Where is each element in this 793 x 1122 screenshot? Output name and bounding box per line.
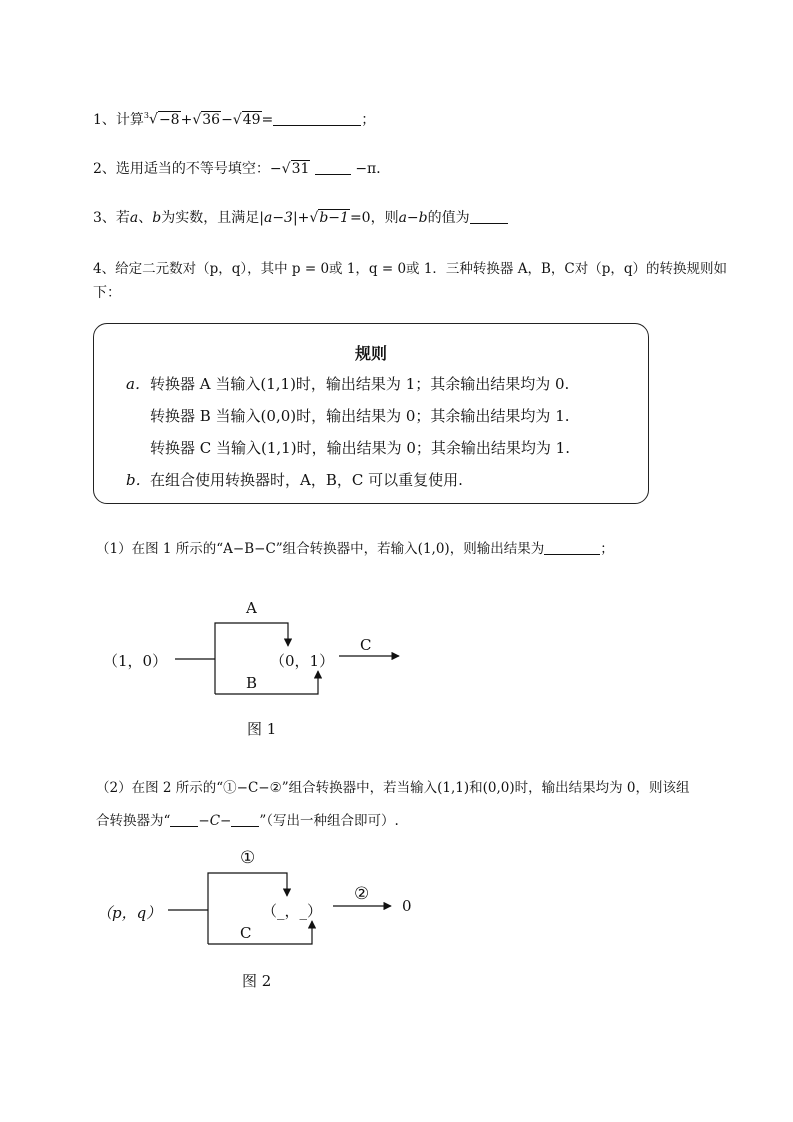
fig2-label-2: ② (354, 884, 370, 904)
part-1: （1）在图 1 所示的“A−B−C”组合转换器中，若输入(1,0)，则输出结果为 ； (96, 541, 614, 557)
fig1-branch-b (215, 671, 318, 694)
sqrt-36: √36 (192, 112, 221, 128)
rule-line-c: 转换器 C 当输入(1,1)时，输出结果为 0；其余输出结果均为 1. (150, 439, 570, 457)
rule-line-d: 在组合使用转换器时，A，B，C 可以重复使用. (150, 471, 463, 489)
fig2-branch-c (208, 921, 312, 944)
fig2-output: 0 (402, 897, 412, 915)
sqrt-b-minus-1: √b−1 (309, 210, 349, 226)
rule-line-b: 转换器 B 当输入(0,0)时，输出结果为 0；其余输出结果均为 1. (150, 407, 570, 425)
fig1-label-a: A (246, 599, 257, 617)
sqrt-31: √31 (281, 161, 310, 177)
part-2-line-1: （2）在图 2 所示的“①−C−②”组合转换器中，若当输入(1,1)和(0,0)时，输出结果均为 0，则该组 (96, 780, 690, 796)
question-4-line-1: 4、给定二元数对（p，q），其中 p = 0或 1，q = 0或 1．三种转换器 A，B，C对（p，q）的转换规则如 (93, 261, 727, 277)
fig2-input-label: （p，q） (97, 904, 162, 922)
fig1-label-b: B (246, 674, 258, 692)
fig2-label-1: ① (240, 848, 256, 868)
cube-root: $^3$√−8 (143, 111, 180, 128)
question-2: 2、选用适当的不等号填空：−√31 −π． (93, 161, 391, 177)
fig1-caption: 图 1 (247, 720, 277, 738)
fig2-label-c: C (240, 924, 252, 942)
rule-b-label: b． (126, 471, 151, 489)
fig1-input-label: （1，0） (103, 652, 168, 670)
fig1-label-c: C (360, 636, 372, 654)
rule-line-a: 转换器 A 当输入(1,1)时，输出结果为 1；其余输出结果均为 0. (150, 375, 570, 393)
q1-prefix: 1、计算 (93, 112, 144, 128)
fig1-mid-label: （0，1） (270, 652, 335, 670)
fig2-caption: 图 2 (242, 972, 272, 990)
rule-a-label: a． (126, 375, 150, 393)
fig2-mid-label: （_，_） (262, 902, 323, 920)
answer-blank-part2-a[interactable] (170, 813, 198, 827)
answer-blank-part2-b[interactable] (231, 813, 259, 827)
sqrt-49: √49 (232, 112, 261, 128)
question-4-line-2: 下： (93, 285, 121, 301)
question-1: 1、计算$^3$√−8+√36−√49= ； (93, 111, 376, 128)
rules-title: 规则 (354, 344, 387, 363)
question-3: 3、若a、b为实数，且满足|a−3|+√b−1=0，则a−b的值为 (93, 207, 508, 227)
part-2-line-2: 合转换器为“ −C− ”（写出一种组合即可）. (96, 813, 399, 829)
